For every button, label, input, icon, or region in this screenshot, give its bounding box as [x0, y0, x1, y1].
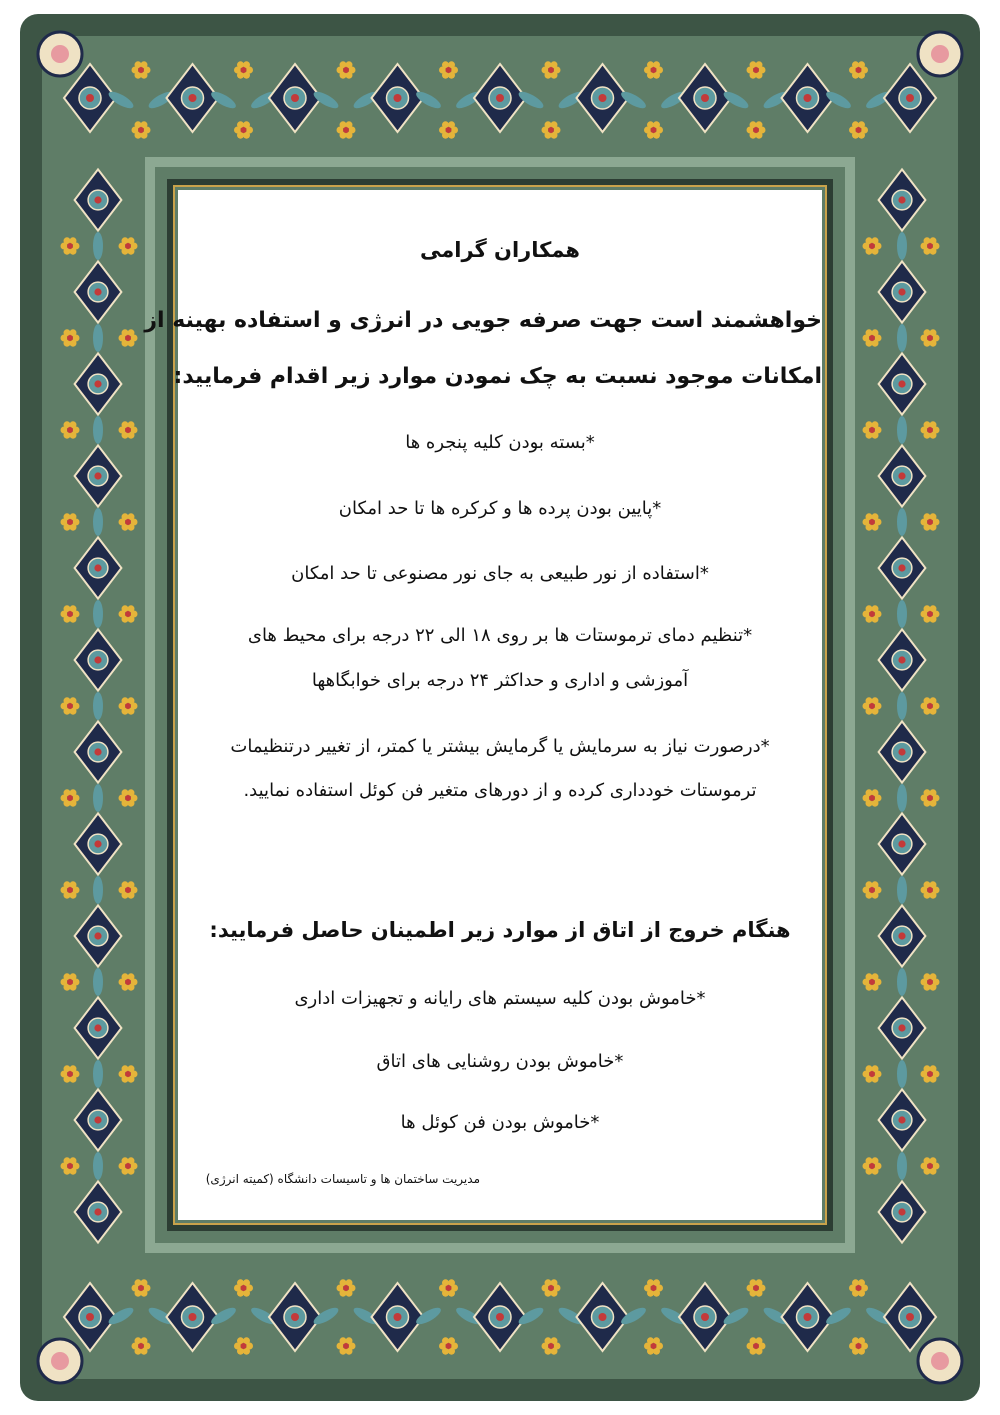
medallion-dot: [906, 1313, 914, 1321]
flower-center: [125, 795, 131, 801]
medallion-dot: [898, 564, 905, 571]
medallion-dot: [94, 288, 101, 295]
flower-center: [241, 1343, 247, 1349]
medallion-dot: [599, 94, 607, 102]
flower-center: [548, 1343, 554, 1349]
flower-center: [67, 1163, 73, 1169]
corner-rosette-center: [51, 1352, 69, 1370]
flower-center: [125, 703, 131, 709]
medallion-dot: [701, 94, 709, 102]
flower-center: [869, 1163, 875, 1169]
flower-center: [869, 611, 875, 617]
flower-center: [927, 335, 933, 341]
notice-title: همکاران گرامی: [420, 238, 580, 262]
exit-item-computers: *خاموش بودن کلیه سیستم های رایانه و تجهیزات اداری: [294, 988, 706, 1009]
flower-center: [927, 1071, 933, 1077]
medallion-dot: [291, 1313, 299, 1321]
flower-center: [927, 703, 933, 709]
flower-center: [446, 1343, 452, 1349]
flower-center: [651, 127, 657, 133]
flower-center: [927, 887, 933, 893]
leaf-shape: [897, 784, 907, 812]
flower-center: [869, 243, 875, 249]
flower-center: [869, 1071, 875, 1077]
leaf-shape: [93, 876, 103, 904]
flower-center: [67, 795, 73, 801]
flower-center: [927, 427, 933, 433]
flower-center: [856, 67, 862, 73]
medallion-dot: [94, 932, 101, 939]
intro-line-1: خواهشمند است جهت صرفه جویی در انرژی و استفاده بهینه از: [144, 308, 822, 333]
exit-item-fancoil: *خاموش بودن فن کوئل ها: [400, 1112, 600, 1133]
flower-center: [651, 67, 657, 73]
leaf-shape: [897, 876, 907, 904]
flower-center: [869, 887, 875, 893]
medallion-dot: [94, 1208, 101, 1215]
item-curtains: *پایین بودن پرده ها و کرکره ها تا حد امکان: [338, 498, 662, 519]
medallion-dot: [701, 1313, 709, 1321]
flower-center: [241, 127, 247, 133]
leaf-shape: [93, 784, 103, 812]
medallion-dot: [898, 1116, 905, 1123]
leaf-shape: [93, 600, 103, 628]
medallion-dot: [94, 564, 101, 571]
medallion-dot: [898, 380, 905, 387]
leaf-shape: [897, 1152, 907, 1180]
medallion-dot: [94, 748, 101, 755]
leaf-shape: [897, 324, 907, 352]
item-settings-line-1: *درصورت نیاز به سرمایش یا گرمایش بیشتر یا کمتر، از تغییر درتنظیمات: [230, 736, 770, 757]
flower-center: [869, 427, 875, 433]
flower-center: [753, 1285, 759, 1291]
flower-center: [241, 67, 247, 73]
medallion-dot: [291, 94, 299, 102]
flower-center: [753, 127, 759, 133]
corner-rosette-center: [931, 1352, 949, 1370]
flower-center: [927, 243, 933, 249]
leaf-shape: [93, 416, 103, 444]
item-thermostat-line-2: آموزشی و اداری و حداکثر ۲۴ درجه برای خوابگاهها: [311, 670, 689, 691]
flower-center: [446, 1285, 452, 1291]
medallion-dot: [189, 94, 197, 102]
flower-center: [753, 67, 759, 73]
medallion-dot: [94, 380, 101, 387]
medallion-dot: [804, 94, 812, 102]
item-natural-light: *استفاده از نور طبیعی به جای نور مصنوعی تا حد امکان: [291, 563, 709, 584]
flower-center: [138, 1285, 144, 1291]
medallion-dot: [94, 656, 101, 663]
medallion-dot: [496, 94, 504, 102]
flower-center: [856, 1343, 862, 1349]
leaf-shape: [897, 508, 907, 536]
exit-heading: هنگام خروج از اتاق از موارد زیر اطمینان حاصل فرمایید:: [209, 918, 791, 942]
flower-center: [446, 67, 452, 73]
flower-center: [125, 1163, 131, 1169]
flower-center: [651, 1343, 657, 1349]
flower-center: [753, 1343, 759, 1349]
leaf-shape: [897, 232, 907, 260]
flower-center: [67, 1071, 73, 1077]
flower-center: [548, 127, 554, 133]
medallion-dot: [906, 94, 914, 102]
flower-center: [548, 1285, 554, 1291]
medallion-dot: [898, 840, 905, 847]
medallion-dot: [898, 932, 905, 939]
medallion-dot: [86, 94, 94, 102]
flower-center: [125, 427, 131, 433]
flower-center: [67, 611, 73, 617]
flower-center: [67, 427, 73, 433]
flower-center: [869, 703, 875, 709]
flower-center: [927, 611, 933, 617]
item-thermostat-line-1: *تنظیم دمای ترموستات ها بر روی ۱۸ الی ۲۲ درجه برای محیط های: [247, 625, 753, 646]
flower-center: [927, 795, 933, 801]
item-settings-line-2: ترموستات خودداری کرده و از دورهای متغیر فن کوئل استفاده نمایید.: [243, 780, 757, 801]
intro-line-2: امکانات موجود نسبت به چک نمودن موارد زیر اقدام فرمایید:: [173, 364, 822, 389]
flower-center: [125, 611, 131, 617]
exit-item-lights: *خاموش بودن روشنایی های اتاق: [376, 1051, 624, 1072]
footer-signature: مدیریت ساختمان ها و تاسیسات دانشگاه (کمیته انرژی): [205, 1172, 480, 1186]
leaf-shape: [93, 692, 103, 720]
flower-center: [343, 1285, 349, 1291]
flower-center: [869, 979, 875, 985]
leaf-shape: [93, 1152, 103, 1180]
flower-center: [343, 67, 349, 73]
medallion-dot: [394, 1313, 402, 1321]
flower-center: [125, 1071, 131, 1077]
medallion-dot: [94, 472, 101, 479]
flower-center: [343, 127, 349, 133]
flower-center: [651, 1285, 657, 1291]
medallion-dot: [599, 1313, 607, 1321]
medallion-dot: [189, 1313, 197, 1321]
leaf-shape: [93, 324, 103, 352]
flower-center: [856, 1285, 862, 1291]
flower-center: [856, 127, 862, 133]
flower-center: [138, 67, 144, 73]
flower-center: [67, 335, 73, 341]
medallion-dot: [86, 1313, 94, 1321]
medallion-dot: [898, 1208, 905, 1215]
flower-center: [138, 1343, 144, 1349]
flower-center: [343, 1343, 349, 1349]
medallion-dot: [804, 1313, 812, 1321]
medallion-dot: [898, 472, 905, 479]
medallion-dot: [496, 1313, 504, 1321]
flower-center: [869, 519, 875, 525]
item-windows: *بسته بودن کلیه پنجره ها: [405, 432, 595, 453]
flower-center: [241, 1285, 247, 1291]
flower-center: [138, 127, 144, 133]
flower-center: [125, 243, 131, 249]
leaf-shape: [93, 232, 103, 260]
leaf-shape: [93, 1060, 103, 1088]
leaf-shape: [897, 692, 907, 720]
flower-center: [869, 335, 875, 341]
flower-center: [67, 519, 73, 525]
leaf-shape: [897, 968, 907, 996]
leaf-shape: [897, 416, 907, 444]
flower-center: [927, 1163, 933, 1169]
leaf-shape: [93, 968, 103, 996]
flower-center: [869, 795, 875, 801]
flower-center: [67, 887, 73, 893]
medallion-dot: [94, 196, 101, 203]
medallion-dot: [898, 656, 905, 663]
flower-center: [446, 127, 452, 133]
flower-center: [67, 703, 73, 709]
leaf-shape: [897, 1060, 907, 1088]
medallion-dot: [94, 840, 101, 847]
flower-center: [927, 519, 933, 525]
corner-rosette-center: [931, 45, 949, 63]
flower-center: [67, 243, 73, 249]
leaf-shape: [897, 600, 907, 628]
medallion-dot: [898, 196, 905, 203]
medallion-dot: [898, 1024, 905, 1031]
flower-center: [927, 979, 933, 985]
flower-center: [67, 979, 73, 985]
notice-panel: [144, 190, 822, 1220]
medallion-dot: [94, 1116, 101, 1123]
medallion-dot: [394, 94, 402, 102]
flower-center: [125, 979, 131, 985]
flower-center: [548, 67, 554, 73]
medallion-dot: [898, 288, 905, 295]
leaf-shape: [93, 508, 103, 536]
flower-center: [125, 519, 131, 525]
flower-center: [125, 887, 131, 893]
flower-center: [125, 335, 131, 341]
medallion-dot: [94, 1024, 101, 1031]
medallion-dot: [898, 748, 905, 755]
corner-rosette-center: [51, 45, 69, 63]
